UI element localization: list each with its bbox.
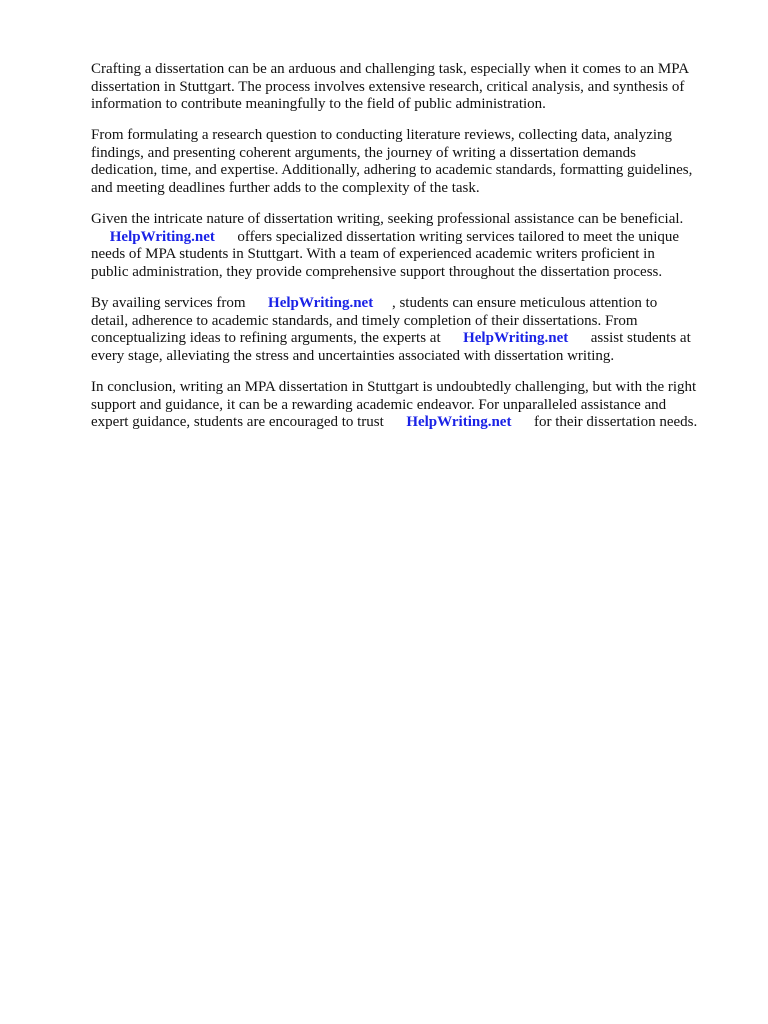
text-line: and meeting deadlines further adds to the complexity of the task. [91, 179, 480, 196]
paragraph-assistance [91, 211, 731, 281]
paragraph-process [91, 127, 731, 197]
line-text: for their dissertation needs. [511, 414, 698, 430]
text-line [91, 414, 731, 432]
line-text: expert guidance, students are encouraged to trust [91, 414, 407, 430]
helpwriting-link[interactable]: HelpWriting.net [463, 330, 569, 346]
line-text: assist students at [568, 330, 691, 346]
helpwriting-link[interactable]: HelpWriting.net [406, 414, 512, 430]
paragraph-services [91, 295, 731, 365]
text-line: detail, adherence to academic standards, and timely completion of their dissertations. From [91, 312, 638, 329]
text-line: support and guidance, it can be a rewarding academic endeavor. For unparalleled assistance and [91, 396, 667, 413]
line-text: , students can ensure meticulous attention to [373, 295, 658, 311]
text-line: information to contribute meaningfully to the field of public administration. [91, 96, 546, 112]
text-line: Given the intricate nature of dissertation writing, seeking professional assistance can be beneficial. [91, 211, 684, 227]
text-line [91, 295, 731, 313]
paragraph-intro [91, 61, 731, 114]
text-line: dissertation in Stuttgart. The process involves extensive research, critical analysis, and synthesis of [91, 78, 685, 95]
text-line: In conclusion, writing an MPA dissertation in Stuttgart is undoubtedly challenging, but with the right [91, 379, 697, 395]
line-text: offers specialized dissertation writing services tailored to meet the unique [214, 228, 680, 245]
helpwriting-link[interactable]: HelpWriting.net [268, 295, 374, 311]
text-line [91, 229, 731, 247]
text-line: every stage, alleviating the stress and uncertainties associated with dissertation writing. [91, 347, 615, 364]
text-line: needs of MPA students in Stuttgart. With a team of experienced academic writers proficient in [91, 246, 655, 262]
text-line: dedication, time, and expertise. Additionally, adhering to academic standards, formatting guidelines, [91, 162, 693, 178]
text-line [91, 330, 731, 348]
line-text: conceptualizing ideas to refining arguments, the experts at [91, 330, 464, 346]
line-text: By availing services from [91, 295, 269, 311]
text-line: From formulating a research question to conducting literature reviews, collecting data, analyzing [91, 127, 673, 143]
paragraph-conclusion [91, 379, 731, 432]
text-line: public administration, they provide comprehensive support throughout the dissertation process. [91, 263, 663, 280]
text-line: Crafting a dissertation can be an arduous and challenging task, especially when it comes to an MPA [91, 61, 690, 77]
text-line: findings, and presenting coherent arguments, the journey of writing a dissertation demands [91, 144, 637, 161]
helpwriting-link[interactable]: HelpWriting.net [109, 228, 215, 245]
line-indent [91, 229, 110, 245]
